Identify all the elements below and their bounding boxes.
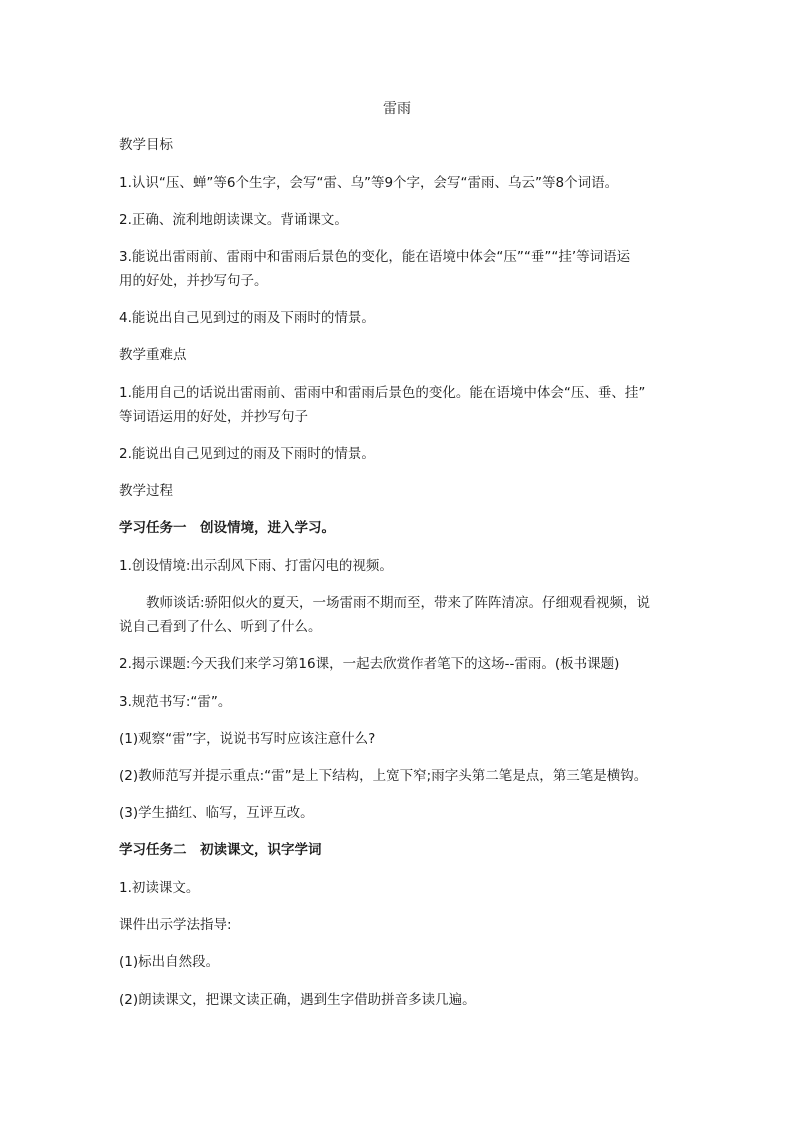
document-title: 雷雨 — [383, 101, 411, 117]
task1-line-4: 2.揭示课题:今天我们来学习第16课，一起去欣赏作者笔下的这场--雷雨。(板书课题) — [119, 656, 620, 672]
task2-line-3: (1)标出自然段。 — [119, 954, 220, 970]
task2-line-4: (2)朗读课文，把课文读正确，遇到生字借助拼音多读几遍。 — [119, 992, 476, 1008]
task2-line-2: 课件出示学法指导: — [119, 917, 232, 933]
key-item-1-line-2: 等词语运用的好处，并抄写句子 — [119, 409, 308, 425]
task1-line-6: (1)观察“雷”字，说说书写时应该注意什么? — [119, 731, 376, 747]
task1-line-3: 说自己看到了什么、听到了什么。 — [119, 619, 322, 635]
task1-line-2: 教师谈话:骄阳似火的夏天，一场雷雨不期而至，带来了阵阵清凉。仔细观看视频，说 — [146, 595, 651, 611]
task1-line-5: 3.规范书写:“雷”。 — [119, 694, 232, 710]
section-heading-goals: 教学目标 — [119, 137, 173, 153]
task2-line-1: 1.初读课文。 — [119, 880, 200, 896]
task2-heading: 学习任务二 初读课文，识字学词 — [119, 842, 322, 858]
task1-heading: 学习任务一 创设情境，进入学习。 — [119, 520, 335, 536]
task1-line-1: 1.创设情境:出示刮风下雨、打雷闪电的视频。 — [119, 558, 393, 574]
goal-item-4: 4.能说出自己见到过的雨及下雨时的情景。 — [119, 310, 375, 326]
key-item-1-line-1: 1.能用自己的话说出雷雨前、雷雨中和雷雨后景色的变化。能在语境中体会“压、垂、挂” — [119, 385, 646, 401]
task1-line-8: (3)学生描红、临写，互评互改。 — [119, 805, 314, 821]
task1-line-7: (2)教师范写并提示重点:“雷”是上下结构，上宽下窄;雨字头第二笔是点，第三笔是横钩。 — [119, 768, 648, 784]
section-heading-key-points: 教学重难点 — [119, 347, 187, 363]
goal-item-1: 1.认识“压、蝉”等6个生字，会写“雷、乌”等9个字，会写“雷雨、乌云”等8个词语。 — [119, 175, 619, 191]
goal-item-2: 2.正确、流利地朗读课文。背诵课文。 — [119, 212, 348, 228]
goal-item-3-line-1: 3.能说出雷雨前、雷雨中和雷雨后景色的变化，能在语境中体会“压”“垂”“挂’等词语运 — [119, 249, 631, 265]
key-item-2: 2.能说出自己见到过的雨及下雨时的情景。 — [119, 446, 375, 462]
goal-item-3-line-2: 用的好处，并抄写句子。 — [119, 273, 268, 289]
section-heading-process: 教学过程 — [119, 483, 173, 499]
